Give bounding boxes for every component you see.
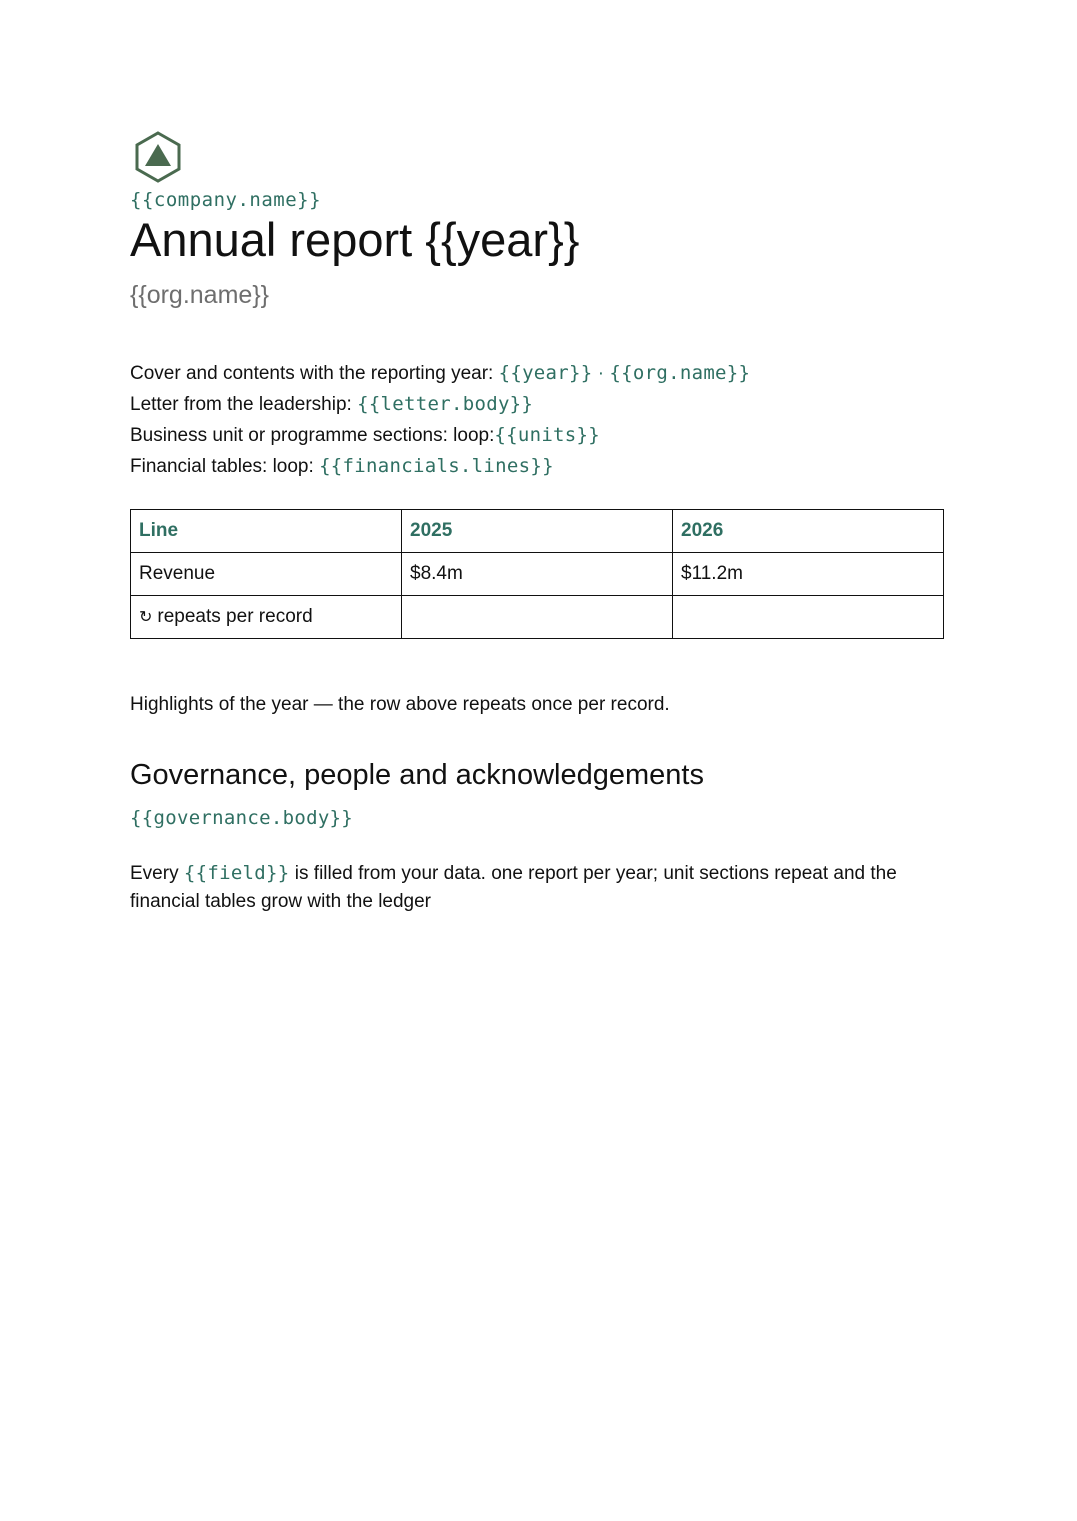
column-header-line: Line — [131, 510, 402, 553]
section-units — [130, 420, 944, 451]
loop-prefix: loop: — [272, 456, 314, 477]
section-cover — [130, 358, 944, 389]
table-cell: Revenue — [131, 553, 402, 596]
document-page — [130, 130, 944, 916]
repeat-row — [131, 596, 944, 639]
footer-text-before: Every — [130, 863, 184, 884]
table-row — [131, 553, 944, 596]
table-cell: $11.2m — [673, 553, 944, 596]
financials-lines-field: {{financials.lines}} — [319, 455, 554, 477]
hexagon-triangle-logo-icon — [132, 130, 184, 184]
letter-body-field: {{letter.body}} — [357, 393, 534, 415]
repeat-cell — [131, 596, 402, 639]
highlights-note: Highlights of the year — the row above repeats once per record. — [130, 694, 670, 715]
repeat-label: repeats per record — [157, 606, 313, 627]
company-name-placeholder: {{company.name}} — [130, 189, 322, 211]
footer-text-after: is filled from your data. one report per year; unit sections repeat and the financial tables grow with the ledger — [130, 863, 897, 912]
column-header-2025: 2025 — [402, 510, 673, 553]
loop-prefix: loop: — [453, 425, 495, 446]
section-label: Business unit or programme sections: — [130, 425, 448, 446]
section-financials — [130, 451, 944, 482]
governance-heading: Governance, people and acknowledgements — [130, 759, 704, 791]
field-placeholder: {{field}} — [183, 862, 290, 884]
org-name-field: {{org.name}} — [609, 362, 751, 384]
separator: · — [597, 363, 605, 384]
units-field: {{units}} — [494, 424, 601, 446]
column-header-2026: 2026 — [673, 510, 944, 553]
sections-list — [130, 358, 944, 482]
year-field: {{year}} — [498, 362, 593, 384]
governance-body-field: {{governance.body}} — [130, 807, 354, 829]
table-cell-empty — [673, 596, 944, 639]
page-title: Annual report {{year}} — [130, 213, 580, 266]
section-letter — [130, 389, 944, 420]
financial-table — [130, 509, 944, 639]
section-label: Letter from the leadership: — [130, 394, 352, 415]
table-cell-empty — [402, 596, 673, 639]
table-header-row — [131, 510, 944, 553]
org-name-subtitle: {{org.name}} — [130, 281, 270, 309]
footer-note — [130, 859, 944, 916]
table-cell: $8.4m — [402, 553, 673, 596]
section-label: Cover and contents with the reporting year: — [130, 363, 494, 384]
section-label: Financial tables: — [130, 456, 268, 477]
repeat-icon: ↻ — [139, 609, 153, 626]
